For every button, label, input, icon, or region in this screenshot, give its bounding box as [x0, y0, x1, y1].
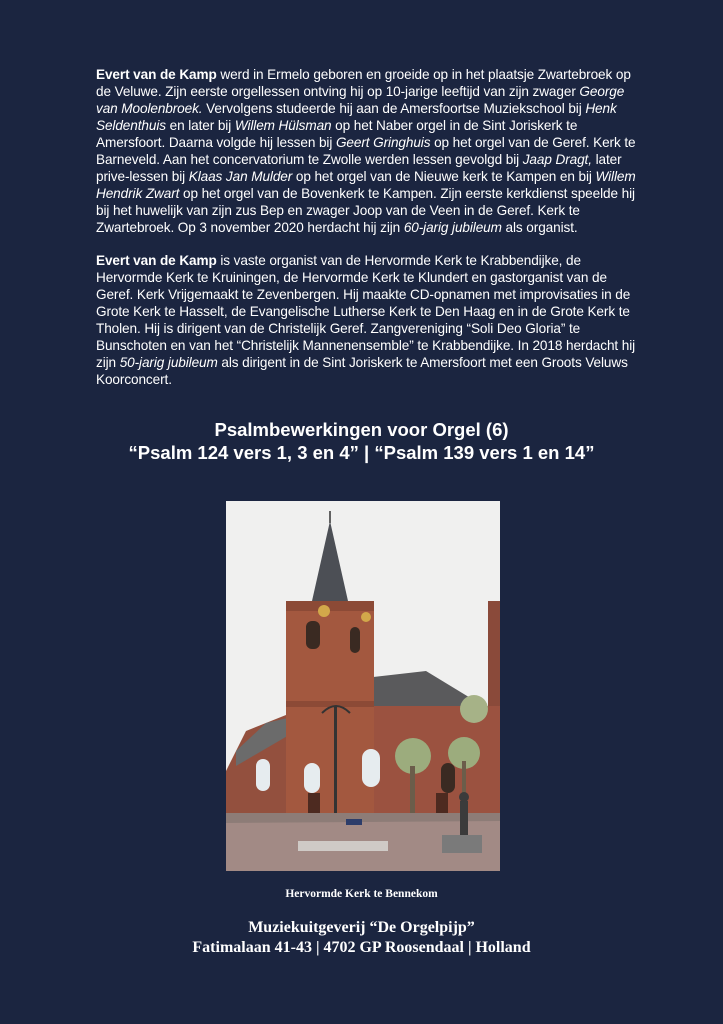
- publisher-address: Fatimalaan 41-43 | 4702 GP Roosendaal | Holland: [192, 939, 531, 956]
- text-run: Vervolgens studeerde hij aan de Amersfoortse Muziekschool bij: [202, 101, 586, 116]
- publisher-block: [60, 918, 663, 958]
- text-run: Evert van de Kamp: [96, 253, 217, 268]
- text-run: later prive-lessen bij: [96, 152, 622, 184]
- text-run: Evert van de Kamp: [96, 67, 217, 82]
- biography: [96, 66, 636, 404]
- text-run: Klaas Jan Mulder: [188, 169, 293, 184]
- text-run: 60-jarig jubileum: [403, 220, 502, 235]
- text-run: Willem Hendrik Zwart: [96, 169, 636, 201]
- text-run: Geert Gringhuis: [335, 135, 431, 150]
- text-run: werd in Ermelo geboren en groeide op in het plaatsje Zwartebroek op de Veluwe. Zijn eerste orgellessen ontving hij op 10-jarige leeftijd van zijn zwager: [96, 67, 631, 99]
- text-run: op het orgel van de Bovenkerk te Kampen. Zijn eerste kerkdienst speelde hij bij het huwelijk van zijn zus Bep en zwager Joop van de Veen in de Geref. Kerk te Zwartebroek. Op 3 november 2020 herdacht hij zijn: [96, 186, 635, 235]
- text-run: Henk Seldenthuis: [96, 101, 617, 133]
- church-photo: [226, 501, 500, 871]
- text-run: is vaste organist van de Hervormde Kerk te Krabbendijke, de Hervormde Kerk te Kruiningen, de Hervormde Kerk te Klundert en gastorganist van de Geref. Kerk Vrijgemaakt te Zevenbergen. Hij maakte CD-opnamen met improvisaties in de Grote Kerk te Hasselt, de Evangelische Lutherse Kerk te Den Haag en in de Grote Kerk te Tholen. Hij is dirigent van de Christelijk Geref. Zangvereniging “Soli Deo Gloria” te Bunschoten en van het “Christelijk Mannenensemble” te Krabbendijke. In 2018 herdacht hij zijn: [96, 253, 636, 370]
- headline: [60, 418, 663, 464]
- text-run: en later bij: [165, 118, 235, 133]
- headline-psalms: “Psalm 124 vers 1, 3 en 4” | “Psalm 139 vers 1 en 14”: [128, 442, 595, 463]
- text-run: op het Naber orgel in de Sint Joriskerk te Amersfoort. Daarna volgde hij lessen bij: [96, 118, 578, 150]
- bio-paragraph-2: [96, 252, 636, 388]
- text-run: op het orgel van de Geref. Kerk te Barneveld. Aan het concervatorium te Zwolle werden lessen gevolgd bij: [96, 135, 636, 167]
- text-run: Jaap Dragt,: [522, 152, 592, 167]
- text-run: 50-jarig jubileum: [119, 355, 218, 370]
- publisher-name: Muziekuitgeverij “De Orgelpijp”: [248, 919, 475, 936]
- text-run: als dirigent in de Sint Joriskerk te Amersfoort met een Groots Veluws Koorconcert.: [96, 355, 628, 387]
- headline-title: Psalmbewerkingen voor Orgel (6): [214, 419, 509, 440]
- photo-caption: Hervormde Kerk te Bennekom: [285, 888, 438, 900]
- text-run: Willem Hülsman: [234, 118, 332, 133]
- text-run: George van Moolenbroek.: [96, 84, 625, 116]
- bio-paragraph-1: [96, 66, 636, 236]
- text-run: als organist.: [501, 220, 578, 235]
- text-run: op het orgel van de Nieuwe kerk te Kampen en bij: [292, 169, 596, 184]
